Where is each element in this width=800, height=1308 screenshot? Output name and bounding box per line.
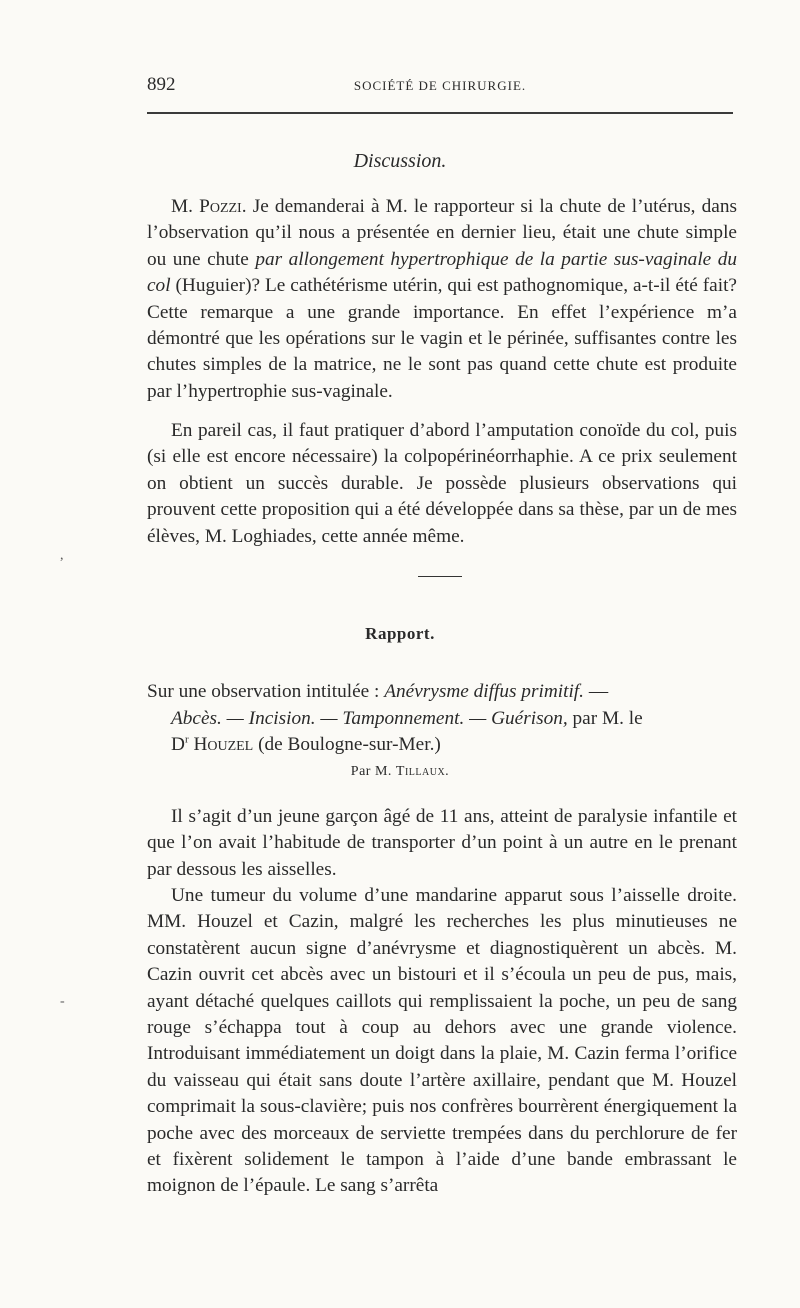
margin-mark: , bbox=[60, 548, 64, 563]
page-number: 892 bbox=[147, 74, 176, 95]
rapport-title-line-2 bbox=[147, 706, 737, 733]
discussion-italic-phrase: par allongement hypertrophique de la partie sus-vaginale du col bbox=[147, 248, 738, 297]
rapport-title-line-3 bbox=[147, 732, 737, 759]
discussion-heading: Discussion. bbox=[353, 150, 447, 172]
discussion-text-a: Je demanderai à M. le rapporteur si la chute de l’utérus, dans l’observation qu’il nous a présentée en dernier lieu, était une chute simple ou une chute bbox=[147, 196, 737, 270]
rapport-byline bbox=[0, 764, 800, 780]
page-header bbox=[147, 74, 733, 98]
rapport-paragraph-1: Il s’agit d’un jeune garçon âgé de 11 ans, atteint de paralysie infantile et que l’on avait l’habitude de transporter d’un point à un autre en le prenant par dessous les aisselles. bbox=[147, 806, 737, 880]
title-dash: — bbox=[584, 681, 609, 702]
title-dr: D bbox=[171, 734, 185, 756]
rapport-paragraph-2: Une tumeur du volume d’une mandarine apparut sous l’aisselle droite. MM. Houzel et Cazin, malgré les recherches les plus minutieuses ne constatèrent aucun signe d’anévrysme et diagnostiquèrent un abcès. M. Cazin ouvrit cet abcès avec un bistouri et il s’écoula un peu de pus, mais, ayant détaché quelques caillots qui remplissaient la poche, un peu de sang rouge s’échappa tout à coup au dehors avec une grande violence. Introduisant immédiatement un doigt dans la plaie, M. Cazin ferma l’orifice du vaisseau qui était sans doute l’artère axillaire, pendant que M. Houzel comprimait la sous-clavière; puis nos confrères bourrèrent énergiquement la poche avec des morceaux de serviette trempées dans du perchlorure de fer et fixèrent solidement le tampon à l’aide d’une bande embrassant le moignon de l’épaule. Le sang s’arrêta bbox=[147, 885, 737, 1197]
title-par: par M. le bbox=[567, 707, 643, 729]
title-intro: Sur une observation intitulée : bbox=[147, 681, 385, 702]
title-dr-sup: r bbox=[184, 733, 189, 746]
margin-mark-2: - bbox=[60, 994, 65, 1009]
rapport-heading: Rapport. bbox=[365, 624, 435, 643]
title-italic-2: Abcès. — Incision. — Tamponnement. — Guérison, bbox=[171, 707, 568, 729]
discussion-paragraph-2: En pareil cas, il faut pratiquer d’abord l’amputation conoïde du col, puis (si elle est encore nécessaire) la colpopérinéorrhaphie. A ce prix seulement on obtient un succès durable. Je possède plusieurs observations qui prouvent cette proposition qui a été développée dans sa thèse, par un de mes élèves, M. Loghiades, cette année même. bbox=[147, 420, 737, 547]
rapport-title bbox=[147, 679, 737, 759]
discussion-paragraph-1 bbox=[147, 194, 737, 405]
rapport-title-line-1 bbox=[147, 679, 737, 706]
title-place: (de Boulogne-sur-Mer.) bbox=[253, 734, 441, 756]
discussion-text-b: (Huguier)? Le cathétérisme utérin, qui est pathognomique, a-t-il été fait? Cette remarque a une grande importance. En effet l’expérience m’a démontré que les opérations sur le vagin et le périnée, suffisantes contre les chutes simples de la matrice, ne le sont pas quand cette chute est produite par l’hypertrophie sus-vaginale. bbox=[147, 275, 737, 402]
byline-author: Tillaux. bbox=[395, 764, 450, 779]
running-head: SOCIÉTÉ DE CHIRURGIE. bbox=[353, 78, 527, 93]
title-author: Houzel bbox=[193, 734, 254, 756]
speaker-name: M. Pozzi. bbox=[171, 196, 247, 217]
byline-prefix: Par M. bbox=[350, 764, 396, 779]
header-rule bbox=[147, 112, 733, 114]
title-italic-1: Anévrysme diffus primitif. bbox=[384, 681, 584, 702]
section-separator bbox=[418, 576, 462, 577]
